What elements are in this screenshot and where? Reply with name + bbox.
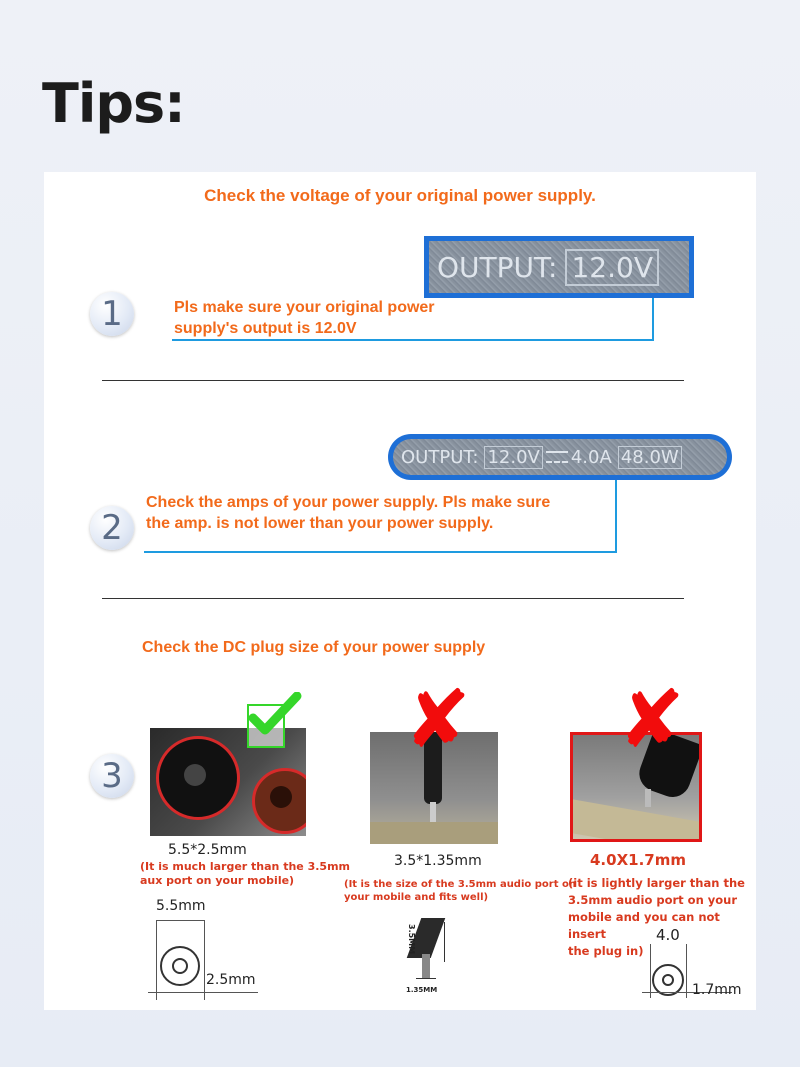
dim-side-3.5: 3.5MM: [407, 924, 416, 955]
step-2-badge: 2: [90, 506, 134, 550]
amps-callout-vertical: [615, 480, 617, 552]
x-mark-icon: ✘: [618, 673, 686, 766]
plug-desc-4.0-line-2: 3.5mm audio port on your: [568, 893, 738, 907]
step-1-badge: 1: [90, 292, 134, 336]
plug-size-3.5: 3.5*1.35mm: [394, 853, 482, 869]
amps-label-photo: [388, 434, 732, 480]
amps-note-line-2: the amp. is not lower than your power supply.: [146, 515, 494, 532]
voltage-heading: Check the voltage of your original power supply.: [204, 186, 596, 205]
amps-label-prefix: OUTPUT:: [401, 446, 479, 468]
amps-callout-horizontal: [144, 551, 617, 553]
amps-label-power: 48.0W: [618, 446, 682, 469]
tips-card: [44, 172, 756, 1010]
plug-desc-3.5: [344, 878, 576, 904]
dim-bottom-3.5: 1.35MM: [406, 986, 438, 994]
plug-desc-3.5-line-2: your mobile and fits well): [344, 892, 489, 903]
section-divider-1: [102, 380, 684, 381]
plug-size-5.5: 5.5*2.5mm: [168, 842, 247, 858]
plug-size-4.0: 4.0X1.7mm: [590, 851, 686, 869]
amps-note: [146, 492, 550, 534]
dim-inner-4.0: 1.7mm: [692, 982, 742, 998]
plug-desc-5.5: [140, 860, 350, 888]
plug-desc-4.0-line-3: mobile and you can not insert: [568, 910, 720, 941]
dc-symbol-icon: [546, 451, 568, 463]
plug-desc-4.0-line-1: (it is lightly larger than the: [568, 876, 745, 890]
voltage-label-value: 12.0V: [565, 249, 659, 286]
dim-outer-4.0: 4.0: [656, 926, 680, 944]
amps-label-current: 4.0A: [570, 446, 612, 468]
dim-outer-5.5: 5.5mm: [156, 898, 206, 914]
voltage-note: [174, 297, 435, 339]
voltage-note-line-2: supply's output is 12.0V: [174, 320, 357, 337]
voltage-callout-horizontal: [172, 339, 654, 341]
voltage-label-photo: [424, 236, 694, 298]
plug-heading: Check the DC plug size of your power supply: [142, 639, 486, 656]
voltage-label-prefix: OUTPUT:: [437, 250, 558, 284]
plug-desc-5.5-line-2: aux port on your mobile): [140, 874, 295, 887]
plug-desc-4.0-line-4: the plug in): [568, 944, 644, 958]
x-mark-icon: ✘: [404, 673, 472, 766]
plug-desc-3.5-line-1: (It is the size of the 3.5mm audio port on: [344, 879, 576, 890]
section-divider-2: [102, 598, 684, 599]
checkmark-icon: [247, 704, 285, 748]
amps-note-line-1: Check the amps of your power supply. Pls make sure: [146, 494, 551, 511]
plug-desc-5.5-line-1: (It is much larger than the 3.5mm: [140, 860, 350, 873]
page-title: Tips:: [42, 72, 185, 135]
amps-label-voltage: 12.0V: [484, 446, 542, 469]
voltage-note-line-1: Pls make sure your original power: [174, 299, 435, 316]
step-3-badge: 3: [90, 754, 134, 798]
voltage-callout-vertical: [652, 298, 654, 341]
dim-inner-5.5: 2.5mm: [206, 972, 256, 988]
